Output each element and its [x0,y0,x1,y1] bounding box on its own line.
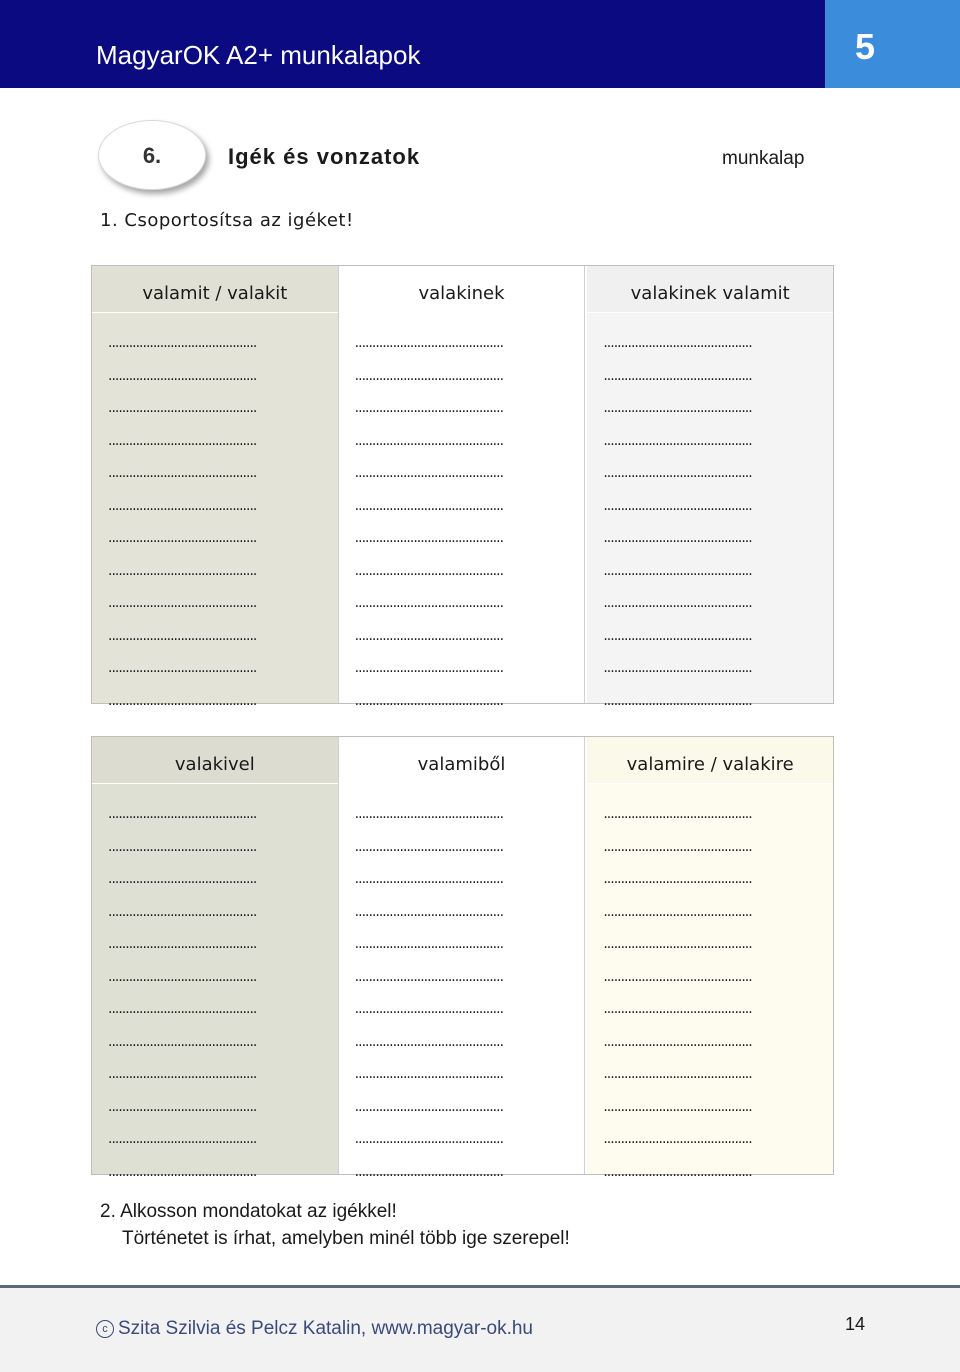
blank-line[interactable]: ........................................... [603,968,752,985]
blank-line[interactable]: ........................................... [108,692,257,709]
blank-line[interactable]: ........................................... [354,530,504,546]
blank-line[interactable]: ........................................... [354,903,504,920]
chapter-number: 5 [854,26,876,67]
worksheet-number: 6. [142,143,162,168]
blank-line[interactable]: ........................................... [108,465,257,481]
blank-line[interactable]: ........................................... [108,595,257,611]
blank-line[interactable]: ........................................... [354,400,504,416]
blank-line[interactable]: ........................................... [108,400,257,416]
blank-line[interactable]: ........................................... [354,838,504,855]
blank-line[interactable]: ........................................... [603,335,752,351]
blank-line[interactable]: ........................................... [603,1066,752,1082]
blank-line[interactable]: ........................................... [108,968,257,985]
blank-line[interactable]: ........................................... [603,1131,752,1147]
blank-line[interactable]: ........................................... [354,1001,504,1017]
column-header: valamiből [339,737,585,784]
blank-line[interactable]: ........................................... [354,627,504,644]
column-header: valamire / valakire [587,737,833,784]
blank-lines[interactable] [92,313,338,717]
blank-line[interactable]: ........................................... [108,1066,257,1082]
column-valamit-valakit [92,266,338,709]
blank-line[interactable]: ........................................... [354,1163,504,1180]
blank-line[interactable]: ........................................... [354,1098,504,1115]
blank-line[interactable]: ........................................... [108,1033,257,1050]
verb-table-top [91,265,834,709]
blank-lines[interactable] [587,313,833,717]
header-title: MagyarOK A2+ munkalapok [96,40,421,70]
page-number: 14 [845,1314,866,1334]
blank-line[interactable]: ........................................... [108,838,257,855]
column-header: valakivel [92,737,338,784]
blank-line[interactable]: ........................................... [603,660,752,676]
blank-line[interactable]: ........................................... [603,1163,752,1180]
blank-line[interactable]: ........................................... [603,367,752,384]
blank-line[interactable]: ........................................... [108,432,257,449]
blank-line[interactable]: ........................................... [108,903,257,920]
blank-line[interactable]: ........................................... [603,871,752,887]
blank-line[interactable]: ........................................... [603,806,752,822]
column-valakivel [92,737,338,1180]
blank-line[interactable]: ........................................... [603,465,752,481]
blank-line[interactable]: ........................................... [354,497,504,514]
blank-line[interactable]: ........................................... [603,838,752,855]
blank-line[interactable]: ........................................... [108,806,257,822]
worksheet-number-badge [98,120,206,190]
blank-line[interactable]: ........................................... [354,660,504,676]
blank-line[interactable]: ........................................... [108,335,257,351]
blank-line[interactable]: ........................................... [108,1131,257,1147]
footer-credit: Szita Szilvia és Pelcz Katalin, www.magyar-ok.hu [118,1318,533,1339]
blank-line[interactable]: ........................................... [354,806,504,822]
blank-line[interactable]: ........................................... [603,530,752,546]
blank-line[interactable]: ........................................... [603,1001,752,1017]
blank-line[interactable]: ........................................... [354,562,504,579]
blank-line[interactable]: ........................................... [108,627,257,644]
blank-line[interactable]: ........................................... [108,1098,257,1115]
blank-line[interactable]: ........................................... [603,627,752,644]
column-valakinek-valamit [585,266,833,709]
blank-line[interactable]: ........................................... [108,936,257,952]
blank-line[interactable]: ........................................... [108,562,257,579]
blank-line[interactable]: ........................................... [354,335,504,351]
column-header: valakinek valamit [587,266,833,313]
blank-line[interactable]: ........................................... [354,465,504,481]
blank-line[interactable]: ........................................... [354,1066,504,1082]
task2-line2: Történetet is írhat, amelyben minél több ige szerepel! [122,1228,570,1249]
blank-line[interactable]: ........................................... [603,497,752,514]
blank-line[interactable]: ........................................... [354,936,504,952]
column-valamibol [338,737,586,1180]
blank-line[interactable]: ........................................... [354,968,504,985]
blank-lines[interactable] [587,784,833,1188]
copyright-icon: c [96,1320,114,1338]
blank-lines[interactable] [339,313,585,717]
task1-instruction: 1. Csoportosítsa az igéket! [100,210,354,231]
column-header: valamit / valakit [92,266,338,313]
blank-line[interactable]: ........................................... [603,936,752,952]
blank-line[interactable]: ........................................... [108,530,257,546]
blank-line[interactable]: ........................................... [354,692,504,709]
blank-line[interactable]: ........................................... [108,660,257,676]
column-valakinek [338,266,586,709]
page-footer [0,1285,960,1372]
blank-line[interactable]: ........................................... [108,1001,257,1017]
blank-line[interactable]: ........................................... [354,432,504,449]
blank-line[interactable]: ........................................... [354,595,504,611]
worksheet-type: munkalap [722,148,805,169]
blank-lines[interactable] [92,784,338,1188]
blank-line[interactable]: ........................................... [603,1098,752,1115]
blank-line[interactable]: ........................................... [354,871,504,887]
blank-line[interactable]: ........................................... [108,1163,257,1180]
blank-line[interactable]: ........................................... [603,562,752,579]
blank-line[interactable]: ........................................... [354,1033,504,1050]
worksheet-title: Igék és vonzatok [228,144,421,169]
blank-line[interactable]: ........................................... [108,497,257,514]
task2-line1: 2. Alkosson mondatokat az igékkel! [100,1201,397,1222]
blank-lines[interactable] [339,784,585,1188]
blank-line[interactable]: ........................................... [603,400,752,416]
column-header: valakinek [339,266,585,313]
blank-line[interactable]: ........................................... [354,367,504,384]
blank-line[interactable]: ........................................... [108,367,257,384]
blank-line[interactable]: ........................................... [603,692,752,709]
blank-line[interactable]: ........................................... [603,595,752,611]
column-valamire-valakire [585,737,833,1180]
blank-line[interactable]: ........................................... [603,432,752,449]
verb-table-bottom [91,736,834,1180]
task2-instruction [100,1198,570,1252]
blank-line[interactable]: ........................................... [603,1033,752,1050]
blank-line[interactable]: ........................................... [603,903,752,920]
chapter-number-box [825,0,960,88]
blank-line[interactable]: ........................................... [354,1131,504,1147]
footer-credit-line [96,1318,533,1340]
page-header [0,0,960,88]
blank-line[interactable]: ........................................... [108,871,257,887]
